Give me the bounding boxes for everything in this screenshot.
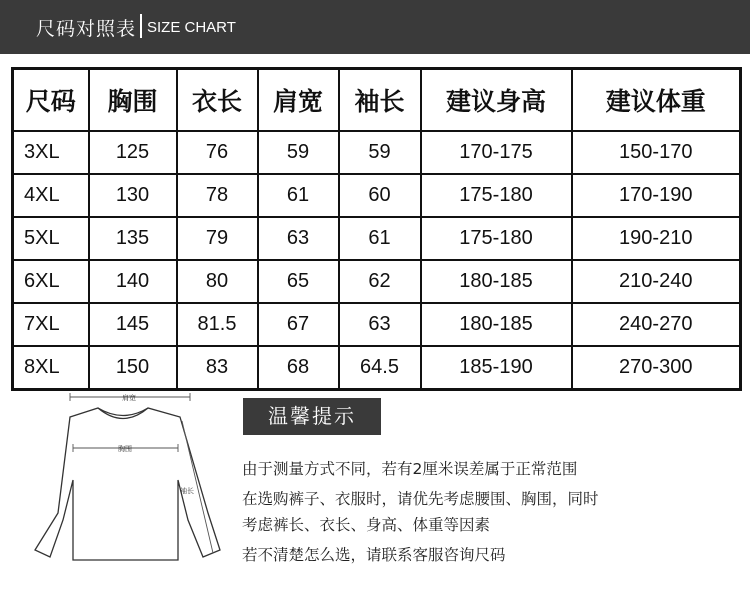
- table-row: [13, 131, 741, 174]
- cell-weight: 150-170: [572, 131, 741, 174]
- cell-chest: 145: [89, 303, 177, 346]
- cell-height: 180-185: [421, 260, 572, 303]
- table-row: [13, 303, 741, 346]
- cell-chest: 140: [89, 260, 177, 303]
- cell-shoulder: 68: [258, 346, 339, 390]
- cell-height: 175-180: [421, 174, 572, 217]
- cell-sleeve: 60: [339, 174, 421, 217]
- header-sleeve: 袖长: [339, 69, 421, 132]
- cell-height: 180-185: [421, 303, 572, 346]
- label-chest: 胸围: [118, 445, 132, 453]
- tips-title: 温馨提示: [243, 398, 381, 435]
- cell-length: 79: [177, 217, 258, 260]
- cell-size: 8XL: [13, 346, 89, 390]
- header-height: 建议身高: [421, 69, 572, 132]
- cell-weight: 270-300: [572, 346, 741, 390]
- cell-size: 5XL: [13, 217, 89, 260]
- cell-sleeve: 61: [339, 217, 421, 260]
- cell-weight: 210-240: [572, 260, 741, 303]
- header-chest: 胸围: [89, 69, 177, 132]
- table-row: [13, 174, 741, 217]
- header-weight: 建议体重: [572, 69, 741, 132]
- cell-shoulder: 63: [258, 217, 339, 260]
- label-shoulder: 肩宽: [122, 394, 136, 402]
- cell-chest: 130: [89, 174, 177, 217]
- cell-sleeve: 64.5: [339, 346, 421, 390]
- cell-height: 175-180: [421, 217, 572, 260]
- cell-sleeve: 63: [339, 303, 421, 346]
- cell-length: 83: [177, 346, 258, 390]
- tip-line-1: 由于测量方式不同，若有2厘米误差属于正常范围: [242, 460, 578, 478]
- cell-shoulder: 65: [258, 260, 339, 303]
- cell-length: 76: [177, 131, 258, 174]
- cell-weight: 240-270: [572, 303, 741, 346]
- header-shoulder: 肩宽: [258, 69, 339, 132]
- cell-height: 185-190: [421, 346, 572, 390]
- cell-chest: 135: [89, 217, 177, 260]
- cell-size: 6XL: [13, 260, 89, 303]
- header-length: 衣长: [177, 69, 258, 132]
- table-row: [13, 346, 741, 390]
- cell-size: 4XL: [13, 174, 89, 217]
- size-table: [11, 67, 742, 391]
- header-bar: [0, 0, 750, 54]
- cell-sleeve: 62: [339, 260, 421, 303]
- header-size: 尺码: [13, 69, 89, 132]
- cell-size: 7XL: [13, 303, 89, 346]
- cell-chest: 150: [89, 346, 177, 390]
- header-divider: [140, 14, 142, 38]
- tip-line-2: 在选购裤子、衣服时，请优先考虑腰围、胸围，同时: [242, 490, 599, 508]
- header-title-en: SIZE CHART: [147, 19, 236, 36]
- cell-shoulder: 59: [258, 131, 339, 174]
- cell-shoulder: 61: [258, 174, 339, 217]
- cell-length: 81.5: [177, 303, 258, 346]
- header-title-cn: 尺码对照表: [36, 18, 137, 40]
- cell-weight: 190-210: [572, 217, 741, 260]
- table-header-row: [13, 69, 741, 132]
- shirt-measurement-diagram: [30, 385, 235, 575]
- cell-height: 170-175: [421, 131, 572, 174]
- cell-length: 80: [177, 260, 258, 303]
- shirt-outline: [35, 408, 220, 560]
- cell-length: 78: [177, 174, 258, 217]
- cell-shoulder: 67: [258, 303, 339, 346]
- cell-sleeve: 59: [339, 131, 421, 174]
- cell-chest: 125: [89, 131, 177, 174]
- tip-line-4: 若不清楚怎么选，请联系客服咨询尺码: [242, 546, 506, 564]
- cell-size: 3XL: [13, 131, 89, 174]
- label-sleeve: 袖长: [180, 487, 194, 495]
- cell-weight: 170-190: [572, 174, 741, 217]
- table-row: [13, 260, 741, 303]
- table-row: [13, 217, 741, 260]
- tip-line-3: 考虑裤长、衣长、身高、体重等因素: [242, 516, 491, 534]
